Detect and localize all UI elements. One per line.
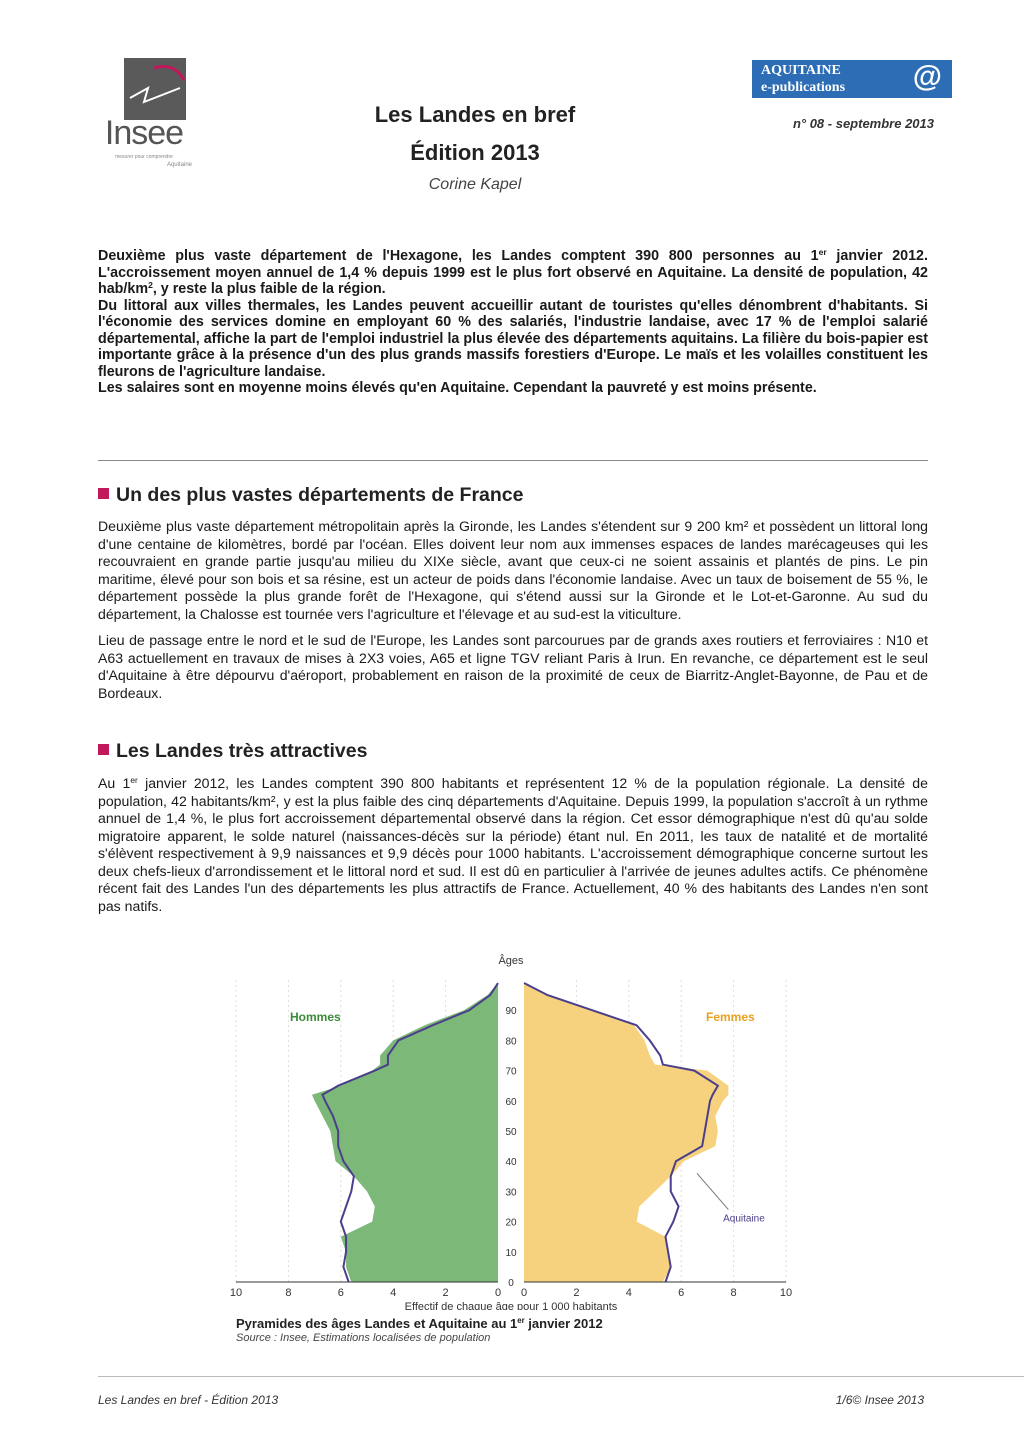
issue-number: n° 08 - septembre 2013	[792, 116, 934, 131]
x-tick-label: 8	[285, 1287, 292, 1299]
badge-line2: e-publications	[761, 80, 846, 95]
x-axis-title: Effectif de chaque âge pour 1 000 habitants	[404, 1301, 618, 1310]
y-tick-label: 50	[505, 1127, 517, 1138]
x-tick-label: 6	[678, 1287, 685, 1299]
section-1-para-1: Deuxième plus vaste département métropolitain après la Gironde, les Landes s'étendent sur 9 200 km² et possèdent un littoral long d'une centaine de kilomètres, bordé par l'océan. Elles doivent leur nom aux immenses espaces de landes marécageuses qui les recouvraient en grande partie jusqu'au milieu du XIXe siècle, avant que ceux-ci ne soient assainis et plantés de pins. Le pin maritime, élevé pour son bois et sa résine, est un acteur de poids dans l'économie landaise. Avec un taux de boisement de 55 %, le département possède la plus grande forêt de l'Hexagone, qui s'étend aussi sur la Gironde et le Lot-et-Garonne. Au sud du département, la Chalosse est tournée vers l'agriculture et l'élevage et au sud-est la viticulture.	[98, 518, 928, 622]
y-tick-label: 0	[508, 1278, 514, 1289]
section-heading-2: Les Landes très attractives	[98, 740, 367, 763]
section-2-para-1: Au 1er janvier 2012, les Landes comptent 390 800 habitants et représentent 12 % de la population régionale. La densité de population, 42 habitants/km², y est la plus faible des cinq départements d'Aquitaine. Depuis 1999, la population s'accroît à un rythme annuel de 1,4 %, le plus fort accroissement départemental observé dans la région. Cet essor démographique n'est dû qu'au solde migratoire apparent, le solde naturel (naissances-décès sur la période) étant nul. En 2011, les taux de natalité et de mortalité s'élèvent respectivement à 9,9 naissances et 9,9 décès pour 1000 habitants. L'accroissement démographique concerne surtout les deux chefs-lieux d'arrondissement et le littoral nord et sud. Il est dû en particulier à l'arrivée de jeunes adultes actifs. Ce phénomène récent fait des Landes l'un des départements les plus attractifs de France. Actuellement, 40 % des habitants des Landes n'en sont pas natifs.	[98, 775, 928, 914]
femmes-area	[524, 983, 728, 1282]
x-tick-label: 0	[520, 1287, 528, 1299]
label-hommes: Hommes	[290, 1010, 341, 1024]
x-tick-label: 0	[494, 1287, 502, 1299]
age-pyramid-chart	[226, 950, 796, 1310]
age-pyramid-svg	[226, 950, 796, 1310]
x-tick-label: 4	[625, 1287, 632, 1299]
insee-logo-region: Aquitaine	[166, 162, 192, 168]
figure-caption: Pyramides des âges Landes et Aquitaine au 1er janvier 2012	[236, 1316, 603, 1331]
badge-line1: AQUITAINE	[761, 63, 841, 78]
section-1-para-2: Lieu de passage entre le nord et le sud de l'Europe, les Landes sont parcourues par de grands axes routiers et ferroviaires : N10 et A63 actuellement en travaux de mises à 2X3 voies, A65 et ligne TGV reliant Paris à Irun. En revanche, ce département est le seul d'Aquitaine à être dépourvu d'aéroport, probablement en raison de la proximité de ceux de Biarritz-Anglet-Bayonne, de Pau et de Bordeaux.	[98, 632, 928, 701]
y-tick-label: 70	[505, 1066, 517, 1078]
bullet-square-icon	[98, 744, 109, 755]
hommes-area	[312, 983, 498, 1282]
abstract-para-3: Les salaires sont en moyenne moins élevés qu'en Aquitaine. Cependant la pauvreté y est moins présente.	[98, 380, 817, 396]
label-aquitaine: Aquitaine	[723, 1213, 765, 1225]
page-title: Les Landes en bref	[374, 102, 576, 127]
footer-title: Les Landes en bref - Édition 2013	[98, 1393, 279, 1407]
aquitaine-pointer	[697, 1173, 728, 1209]
insee-logo-word: Insee	[104, 114, 184, 152]
x-tick-label: 8	[730, 1287, 737, 1299]
insee-logo-tagline: mesurer pour comprendre	[115, 154, 173, 160]
y-tick-label: 20	[505, 1217, 517, 1229]
aquitaine-epublications-badge	[752, 60, 952, 98]
y-axis-title: Âges	[498, 955, 524, 967]
y-tick-label: 30	[505, 1187, 517, 1199]
y-tick-label: 60	[505, 1096, 517, 1108]
insee-logo	[96, 58, 192, 176]
x-tick-label: 6	[337, 1287, 344, 1299]
y-tick-label: 40	[505, 1157, 517, 1169]
abstract-para-2: Du littoral aux villes thermales, les Landes peuvent accueillir autant de touristes qu'elles dénombrent d'habitants. Si l'économie des services domine en employant 60 % des salariés, l'industrie landaise, avec 17 % de l'emploi salarié départemental, affiche la part de l'emploi industriel la plus élevée des départements aquitains. La filière du bois-papier est importante grâce à la présence d'un des plus grands massifs forestiers d'Europe. Le maïs et les volailles constituent les fleurons de l'agriculture landaise.	[98, 297, 928, 380]
y-tick-label: 80	[505, 1036, 517, 1048]
x-tick-label: 10	[229, 1287, 243, 1299]
footer-divider	[98, 1376, 1024, 1377]
section-1-body	[98, 518, 928, 702]
footer-page-number: 1/6© Insee 2013	[835, 1393, 924, 1407]
y-tick-label: 90	[505, 1006, 517, 1018]
figure-source: Source : Insee, Estimations localisées de population	[236, 1332, 491, 1344]
section-2-body	[98, 775, 928, 915]
y-tick-label: 10	[505, 1247, 517, 1259]
at-icon: @	[912, 60, 942, 93]
insee-logo-mark	[124, 58, 186, 120]
abstract	[98, 248, 928, 397]
author: Corine Kapel	[428, 176, 522, 193]
x-tick-label: 10	[779, 1287, 793, 1299]
label-femmes: Femmes	[706, 1010, 755, 1024]
bullet-square-icon	[98, 488, 109, 499]
page-subtitle: Édition 2013	[410, 140, 540, 165]
divider	[98, 460, 928, 461]
section-heading-1: Un des plus vastes départements de France	[98, 484, 523, 507]
x-tick-label: 4	[390, 1287, 397, 1299]
x-tick-label: 2	[442, 1287, 449, 1299]
x-tick-label: 2	[573, 1287, 580, 1299]
abstract-para-1: Deuxième plus vaste département de l'Hexagone, les Landes comptent 390 800 personnes au 1er janvier 2012. L'accroissement moyen annuel de 1,4 % depuis 1999 est le plus fort observé en Aquitaine. La densité de population, 42 hab/$km^2$, y reste la plus faible de la région.	[98, 247, 928, 297]
